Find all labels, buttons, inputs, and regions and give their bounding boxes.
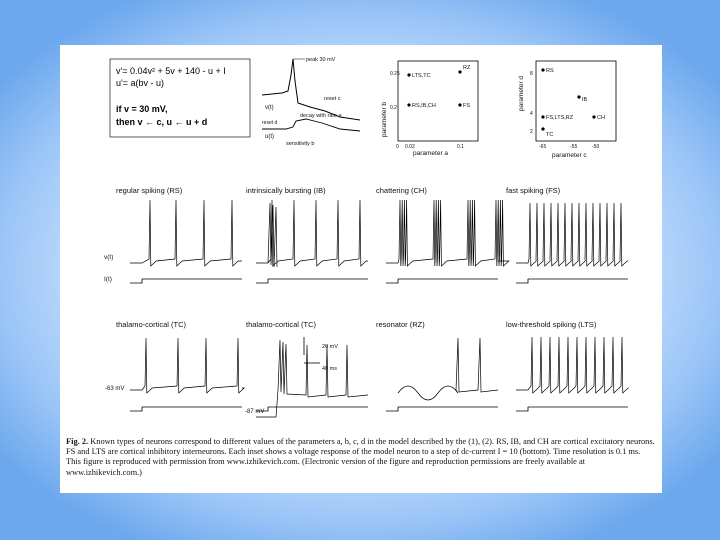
step-current-bottom-3 — [516, 407, 628, 411]
cd-point-rs — [541, 68, 544, 71]
u-of-t-label: u(t) — [265, 134, 274, 140]
step-current-bottom-0 — [130, 407, 242, 411]
reset-rule: then v ← c, u ← u + d — [116, 117, 208, 127]
cd-point-fs-lts-rz — [541, 115, 544, 118]
step-current-1 — [256, 279, 368, 283]
panel-fast-spiking — [506, 186, 561, 195]
cd-point-ib — [577, 95, 580, 98]
model-equations — [110, 59, 250, 137]
trace-rs — [130, 200, 242, 266]
ab-point-rz — [458, 70, 461, 73]
cd-ytick-2: 8 — [530, 71, 533, 77]
sensitivity-label: sensitivity b — [286, 141, 315, 147]
trace-tc-2 — [256, 340, 368, 417]
ab-xtick-1: 0.02 — [405, 144, 415, 150]
panel-title: thalamo-cortical (TC) — [116, 320, 187, 329]
v-axis-label: v(t) — [104, 254, 114, 261]
trace-lts — [516, 337, 628, 393]
trace-rz — [398, 338, 498, 400]
cd-xtick-1: -55 — [570, 144, 578, 150]
cd-point-ch — [592, 115, 595, 118]
ab-point-label-0: LTS,TC — [412, 73, 431, 79]
step-current-2 — [386, 279, 498, 283]
minus-87-label: -87 mV — [245, 409, 265, 415]
step-current-bottom-1 — [256, 407, 368, 411]
ab-point-lts-tc — [407, 73, 410, 76]
panel-title: chattering (CH) — [376, 186, 427, 195]
cd-ytick-1: 4 — [530, 111, 533, 117]
panel-intrinsically-bursting — [246, 186, 326, 195]
reset-d-label: reset d — [262, 120, 278, 126]
ab-point-rs-ib-ch — [407, 103, 410, 106]
voltage-trace — [262, 59, 360, 120]
ab-point-label-1: RZ — [463, 65, 471, 71]
panel-low-threshold-spiking — [506, 320, 597, 329]
ab-ytick-0: 0.2 — [390, 105, 397, 111]
v-of-t-label: v(t) — [265, 105, 274, 111]
cd-point-tc — [541, 127, 544, 130]
cd-ytick-0: 2 — [530, 129, 533, 135]
figure-slide — [60, 45, 662, 493]
ab-point-label-2: RS,IB,CH — [412, 103, 436, 109]
caption-fig-label: Fig. 2. — [66, 437, 89, 446]
equation-u: u'= a(bv - u) — [116, 78, 164, 88]
equation-v: v'= 0.04v² + 5v + 140 - u + I — [116, 66, 226, 76]
ab-xtick-0: 0 — [396, 144, 399, 150]
step-current-3 — [516, 279, 628, 283]
panel-chattering — [376, 186, 427, 195]
param-ab-plot — [381, 61, 478, 157]
panel-title: low-threshold spiking (LTS) — [506, 320, 597, 329]
cd-xtick-2: -50 — [592, 144, 600, 150]
ab-point-fs — [458, 103, 461, 106]
panel-resonator — [376, 320, 425, 329]
cd-xtick-0: -65 — [539, 144, 547, 150]
caption-text: Known types of neurons correspond to different values of the parameters a, b, c, d in the model described by the (1), (2). RS, IB, and CH are cortical excitatory neurons. FS and LTS are cortical inhibitory interneurons. Each inset shows a voltage response of the model neuron to a step of dc-current I = 10 (bottom). Time resolution is 0.1 ms. This figure is reproduced with permission from www.izhikevich.com. (Electronic version of the figure and reproduction permissions are freely available at www.izhikevich.com.) — [66, 437, 655, 477]
ab-ytick-1: 0.25 — [390, 71, 400, 77]
cd-point-label-2: FS,LTS,RZ — [546, 115, 574, 121]
step-current-bottom-2 — [386, 407, 498, 411]
param-cd-plot — [518, 61, 616, 159]
trace-ch — [386, 200, 509, 266]
figure-caption — [66, 437, 656, 478]
step-current-0 — [130, 279, 242, 283]
cd-point-label-0: RS — [546, 68, 554, 74]
decay-label: decay with rate a — [300, 113, 342, 119]
minus-63-label: -63 mV — [105, 386, 125, 392]
cd-xlabel: parameter c — [552, 152, 587, 159]
panel-thalamo-cortical-1 — [116, 320, 187, 329]
i-axis-label: I(t) — [104, 276, 112, 283]
panel-regular-spiking — [116, 186, 183, 195]
ab-plot-frame — [398, 61, 478, 141]
panel-title: fast spiking (FS) — [506, 186, 561, 195]
cd-point-label-3: CH — [597, 115, 605, 121]
waveform-diagram — [262, 57, 360, 147]
panel-title: thalamo-cortical (TC) — [246, 320, 317, 329]
panel-title: intrinsically bursting (IB) — [246, 186, 326, 195]
trace-tc-1 — [130, 338, 244, 393]
ab-xtick-2: 0.1 — [457, 144, 464, 150]
reset-condition: if v = 30 mV, — [116, 104, 168, 114]
ab-point-label-3: FS — [463, 103, 471, 109]
scale-bar-v-label: 20 mV — [322, 344, 338, 350]
voltage-traces — [130, 200, 628, 417]
scale-bar-t-label: 40 ms — [322, 366, 337, 372]
panel-title: regular spiking (RS) — [116, 186, 183, 195]
panel-thalamo-cortical-2 — [246, 320, 317, 329]
figure-svg — [60, 45, 662, 435]
cd-ylabel: parameter d — [518, 75, 525, 111]
cd-point-label-4: TC — [546, 132, 554, 138]
trace-fs — [516, 203, 628, 266]
cd-point-label-1: IB — [582, 97, 588, 103]
ab-xlabel: parameter a — [413, 150, 449, 157]
ab-ylabel: parameter b — [381, 101, 388, 137]
peak-label: peak 30 mV — [306, 57, 336, 63]
reset-c-label: reset c — [324, 96, 341, 102]
panel-title: resonator (RZ) — [376, 320, 425, 329]
